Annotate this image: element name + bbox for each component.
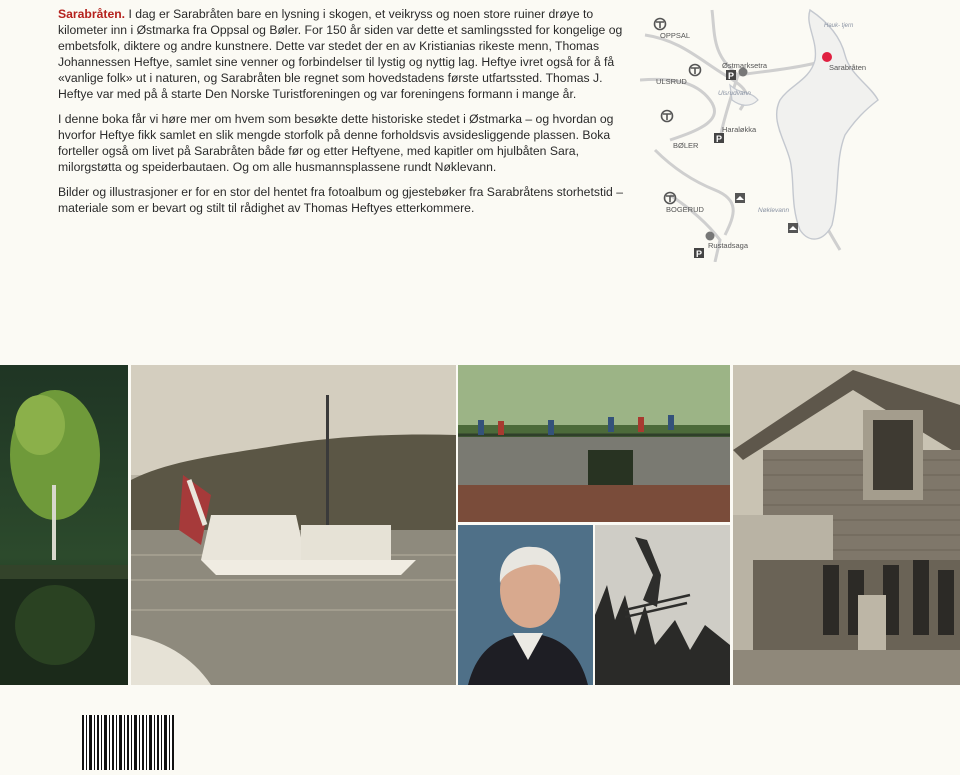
lead-title: Sarabråten. — [58, 7, 126, 21]
photo-paddle-steamer-sara — [131, 365, 456, 685]
parking-icon — [694, 248, 704, 259]
photo-ski-jumper — [595, 525, 730, 685]
metro-icon — [655, 19, 666, 30]
svg-text:P: P — [728, 71, 735, 81]
location-map — [640, 0, 880, 262]
photo-stone-bridge-hikers — [458, 365, 730, 522]
map-label-ostmarksetra: Østmarksetra — [722, 61, 768, 70]
map-label-oppsal: OPPSAL — [660, 31, 691, 40]
photo-wooden-house-group — [733, 365, 960, 685]
metro-icon — [690, 65, 701, 76]
cabin-icon — [788, 223, 798, 233]
paragraph-1 — [58, 6, 626, 102]
svg-text:P: P — [716, 134, 723, 144]
parking-icon — [714, 133, 724, 144]
paragraph-3: Bilder og illustrasjoner er for en stor del hentet fra fotoalbum og gjestebøker fra Sarabråtens storhetstid – materiale som er bevart og stilt til rådighet av Thomas Heftyes etterkommere. — [58, 185, 623, 215]
paragraph-2: I denne boka får vi høre mer om hvem som besøkte dette historiske stedet i Østmarka – og hvordan og hvorfor Heftye fikk samlet en slik mengde storfolk på denne forholdsvis avsidesliggende plassen. Boka forteller også om livet på Sarabråten både før og etter Heftyene, med kapitler om hjulbåten Sara, milorgstøtta og speiderbautaen. Og om alle husmannsplassene rundt Nøklevann. — [58, 112, 614, 174]
map-road — [640, 79, 714, 140]
map-label-ulsrudvann: Ulsrudvann — [718, 90, 751, 97]
photo-portrait-heftye — [458, 525, 593, 685]
metro-icon — [662, 111, 673, 122]
paragraph-1-body: I dag er Sarabråten bare en lysning i skogen, et veikryss og noen store ruiner drøye to kilometer inn i Østmarka fra Oppsal og Bøler. For 150 år siden var dette et samlingssted for kongelige og embetsfolk, diktere og andre kunstnere. Dette var stedet der en av Kristianias rikeste menn, Thomas Johannessen Heftye, samlet sine venner og forbindelser til lystig og nyttig lag. Heftye ivret også for å få «vanlige folk» ut i naturen, og Sarabråten ble regnet som hovedstadens første utfartssted. Thomas J. Heftye var med på å starte Den Norske Turistforeningen og var foreningens formann i mange år. — [58, 7, 623, 101]
sarabraten-marker-icon — [822, 52, 832, 62]
map-label-rustadsaga: Rustadsaga — [708, 241, 749, 250]
map-label-hauktjern: Hauk- tjern — [824, 23, 854, 29]
barcode — [82, 715, 174, 770]
svg-text:P: P — [696, 249, 703, 259]
map-label-boler: BØLER — [673, 141, 699, 150]
parking-icon — [726, 70, 736, 81]
map-label-noklevann: Nøklevann — [758, 207, 790, 214]
map-label-ulsrud: ULSRUD — [656, 77, 687, 86]
back-cover-text — [58, 6, 626, 225]
map-label-bogerud: BOGERUD — [666, 205, 704, 214]
cabin-icon — [735, 193, 745, 203]
photo-collage — [0, 365, 960, 685]
map-svg — [640, 0, 880, 262]
photo-forest-lake — [0, 365, 128, 685]
map-label-sarabraten: Sarabråten — [829, 63, 867, 72]
map-label-haraldokka: Haraløkka — [722, 125, 757, 134]
map-road — [655, 150, 733, 235]
map-lake — [777, 10, 878, 239]
location-dot-icon — [706, 232, 715, 241]
